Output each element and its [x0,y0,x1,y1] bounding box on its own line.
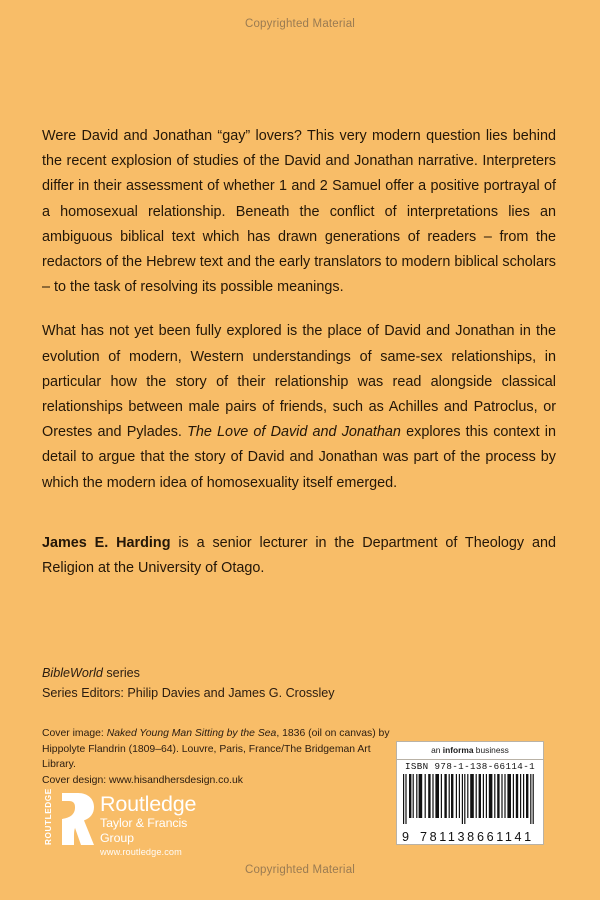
series-info-block [42,663,462,703]
isbn-text: ISBN 978-1-138-66114-1 [404,761,536,772]
book-title-italic: The Love of David and Jonathan [187,424,401,441]
barcode-bars [403,774,537,824]
routledge-vertical-wordmark: ROUTLEDGE [44,788,53,845]
artwork-detail: , 1836 (oil on canvas) by [276,728,390,739]
artwork-title: Naked Young Man Sitting by the Sea [106,728,277,739]
copyrighted-material-top: Copyrighted Material [244,18,356,30]
cover-image-credit-line [42,726,402,742]
ean-left-group: 781138 [420,830,477,844]
blurb-paragraph-2 [42,319,556,495]
blurb-paragraph-1: Were David and Jonathan “gay” lovers? This very modern question lies behind the recent explosion of studies of the David and Jonathan narrative. Interpreters differ in their assessment of whether 1 and 2 Samuel offer a positive portrayal of a homosexual relationship. Beneath the conflict of interpretations lies an ambiguous biblical text which has drawn generations of readers – from the redactors of the Hebrew text and the early translators to modern biblical scholars – to the task of resolving its possible meanings. [42,128,556,296]
routledge-name: Routledge [100,792,197,816]
routledge-r-mark-icon [58,791,96,847]
author-bio-paragraph [42,515,556,581]
routledge-url[interactable]: www.routledge.com [100,847,182,857]
series-editors-line: Series Editors: Philip Davies and James G. Crossley [42,686,335,700]
blurb-text-block [42,124,556,581]
artwork-attribution-line: Hippolyte Flandrin (1809–64). Louvre, Paris, France/The Bridgeman Art Library. [42,743,371,770]
cover-credits-block [42,726,402,788]
cover-design-credit-line: Cover design: www.hisandhersdesign.co.uk [42,774,243,786]
informa-prefix: an [431,745,443,755]
routledge-tagline: Taylor & Francis Group [100,816,188,845]
blurb-paragraph-2-part-2: explores this context in detail to argue that the story of David and Jonathan was part of the process by which the modern idea of homosexuality itself emerged. [42,424,556,491]
routledge-logo-text [100,793,220,859]
author-name: James E. Harding [42,534,171,551]
ean-first-digit: 9 [402,830,410,844]
blurb-paragraph-2-part-1: What has not yet been fully explored is the place of David and Jonathan in the evolution of modern, Western understandings of same-sex relationships, in particular how the story of their relationship was read alongside classical relationships between male pairs of friends, such as Achilles and Patroclus, or Orestes and Pylades. [42,323,556,441]
cover-image-label: Cover image: [42,728,107,739]
isbn-barcode-panel [396,741,544,845]
informa-suffix: business [473,745,509,755]
series-name-suffix: series [102,666,140,680]
routledge-logo[interactable] [42,788,217,857]
ean-right-group: 661141 [477,830,534,844]
ean-digits [397,830,543,844]
series-name: BibleWorld [42,666,103,680]
copyrighted-material-bottom: Copyrighted Material [244,864,356,876]
informa-business-line [397,742,543,760]
author-bio-text: is a senior lecturer in the Department of Theology and Religion at the University of Otago. [42,534,556,577]
informa-brand: informa [442,745,474,755]
series-name-line [42,663,462,683]
